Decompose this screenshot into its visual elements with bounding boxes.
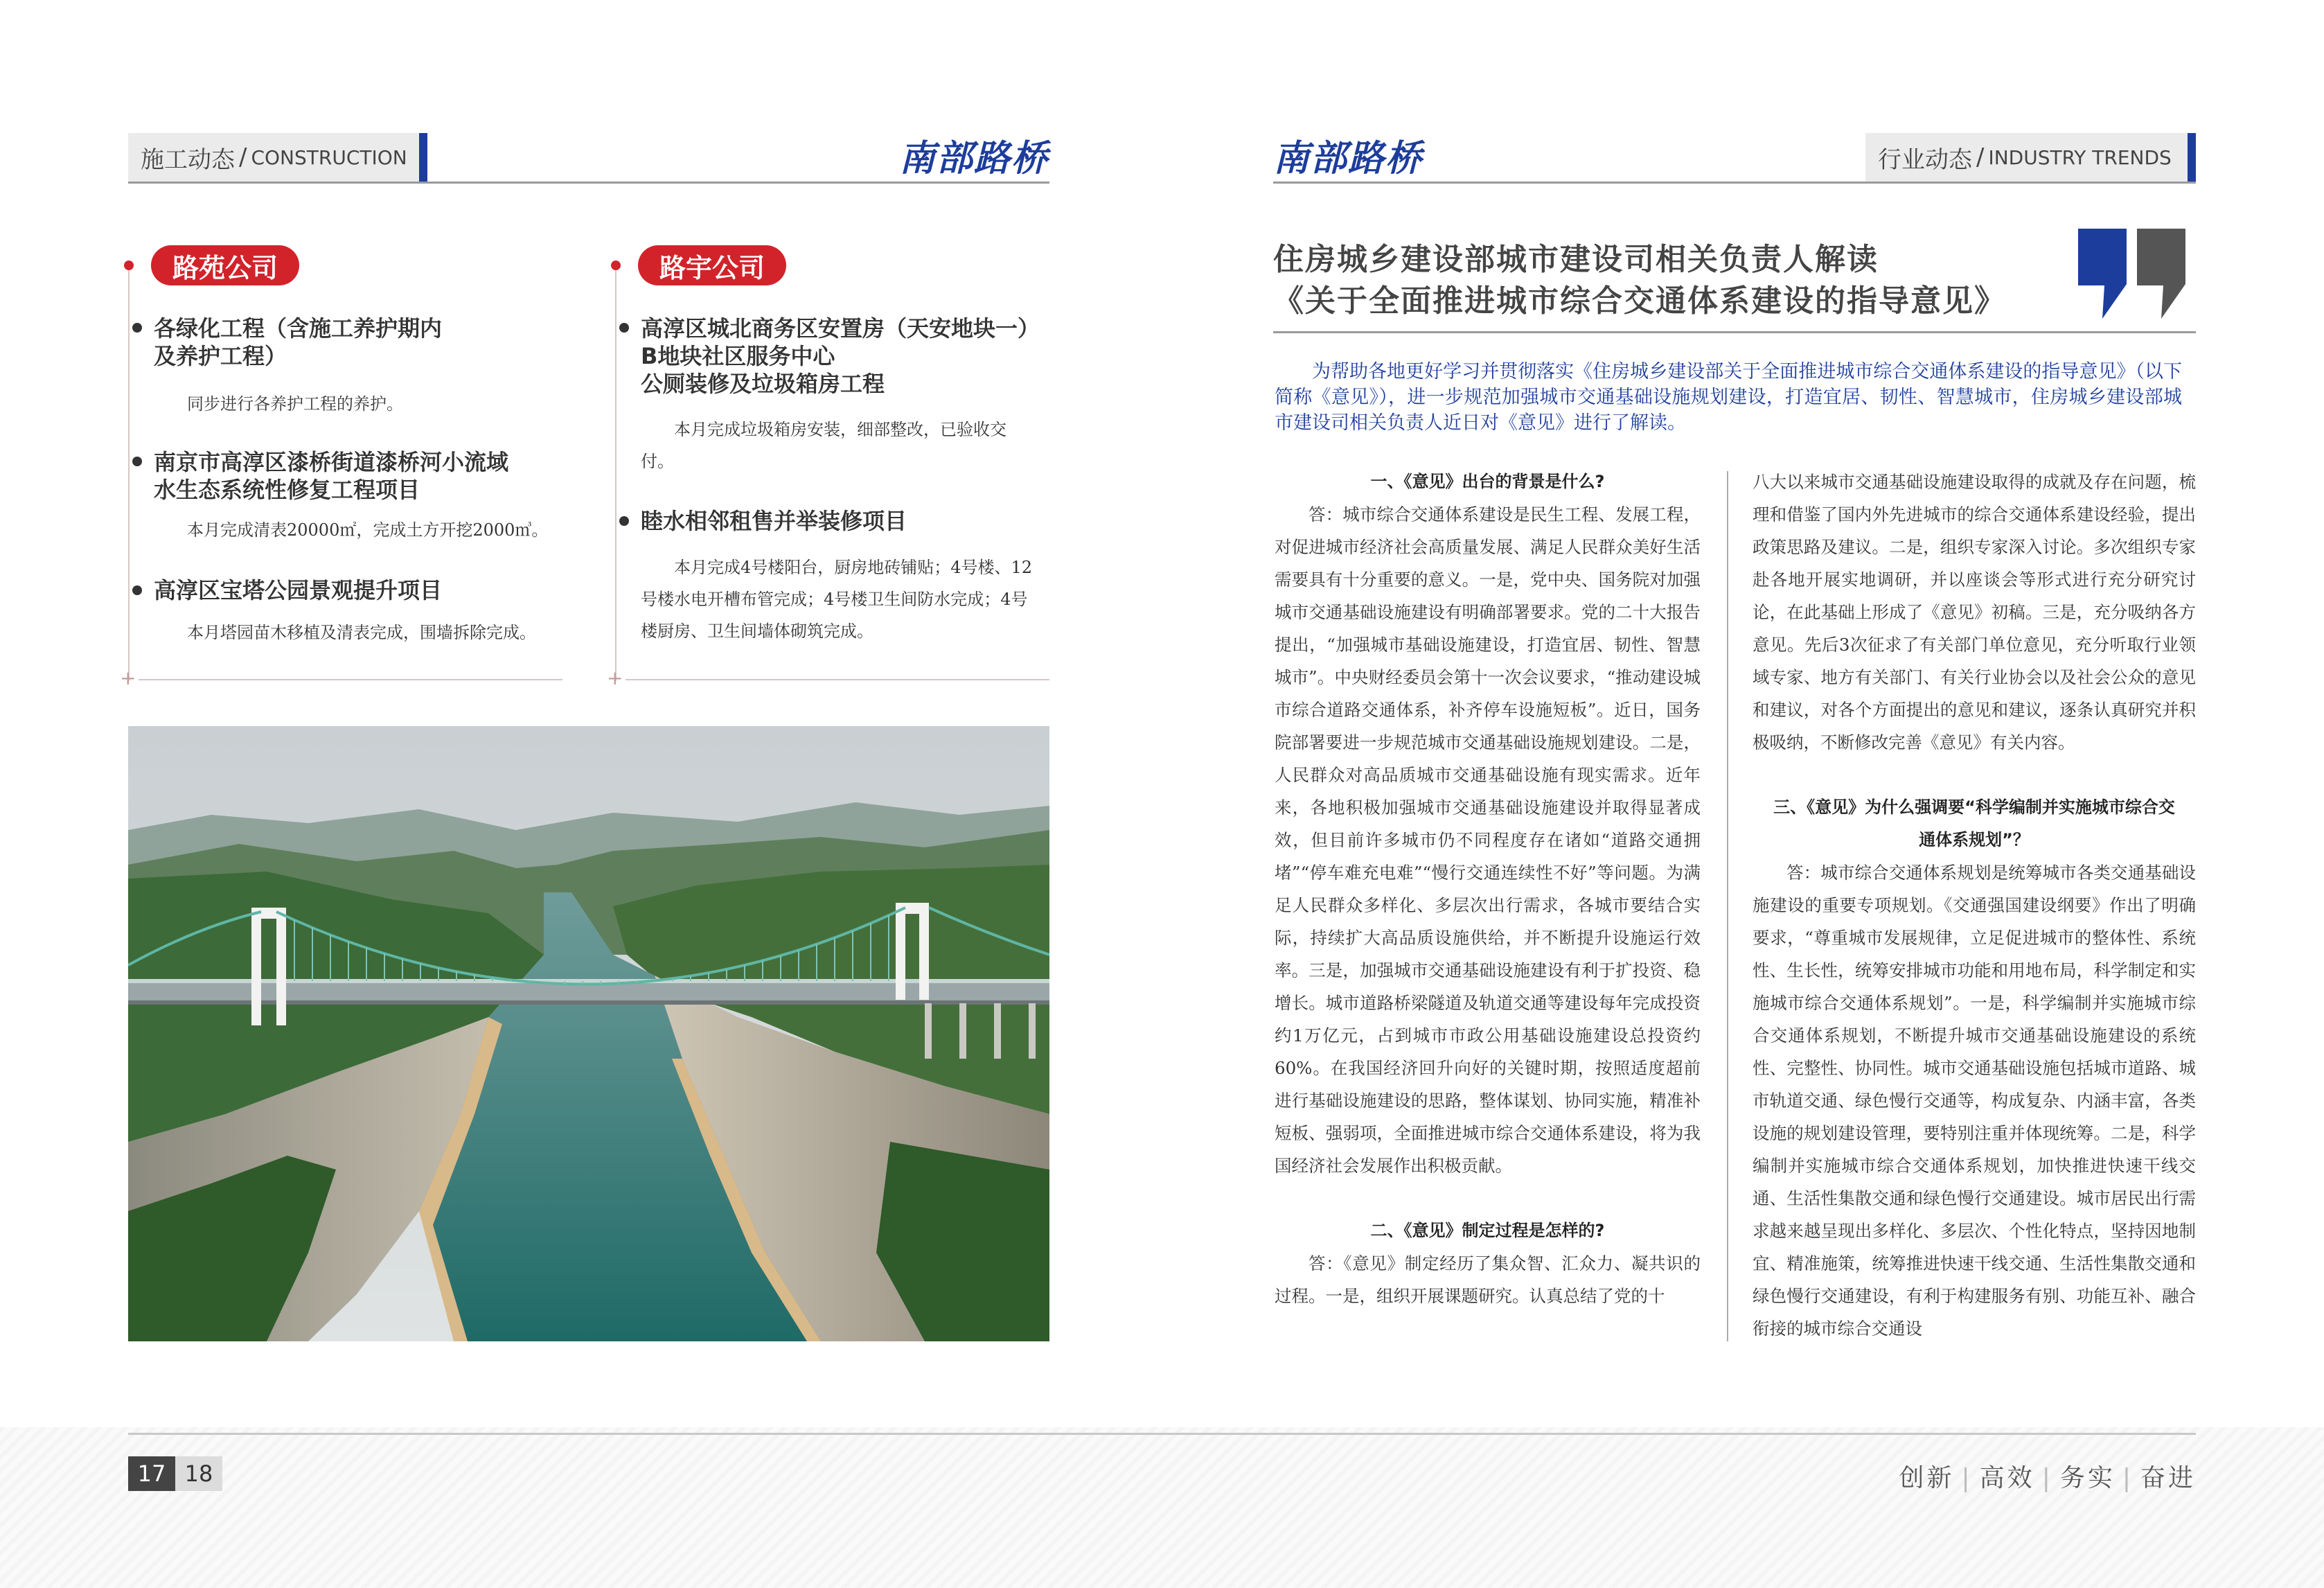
article-column-1 [1275, 466, 1701, 1312]
article-intro: 为帮助各地更好学习并贯彻落实《住房城乡建设部关于全面推进城市综合交通体系建设的指导意见》（以下简称《意见》），进一步规范加强城市交通基础设施规划建设，打造宜居、韧性、智慧城市，住房城乡建设部城市建设司相关负责人近日对《意见》进行了解读。 [1275, 361, 2183, 434]
title-rule [1273, 331, 2196, 333]
article-title-line2: 《关于全面推进城市综合交通体系建设的指导意见》 [1273, 283, 2006, 319]
page-number-left: 17 [128, 1456, 175, 1491]
quote-mark-icon [2071, 229, 2196, 328]
header-rule [1273, 182, 2196, 184]
timeline-line [128, 267, 130, 681]
section-title-cn: 行业动态 [1878, 145, 1972, 174]
article-column-2 [1753, 466, 2196, 1345]
paragraph: 答：城市综合交通体系建设是民生工程、发展工程，对促进城市经济社会高质量发展、满足人民群众美好生活需要具有十分重要的意义。一是，党中央、国务院对加强城市交通基础设施建设有明确部署要求。党的二十大报告提出，“加强城市基础设施建设，打造宜居、韧性、智慧城市”。中央财经委员会第十一次会议要求，“推动建设城市综合道路交通体系，补齐停车设施短板”。近日，国务院部署要进一步规范城市交通基础设施规划建设。二是，人民群众对高品质城市交通基础设施有现实需求。近年来，各地积极加强城市交通基础设施建设并取得显著成效，但目前许多城市仍不同程度存在诸如“道路交通拥堵”“停车难充电难”“慢行交通连续性不好”等问题。为满足人民群众多样化、多层次出行需求，各城市要结合实际，持续扩大高品质设施供给，并不断提升设施运行效率。三是，加强城市交通基础设施建设有利于扩投资、稳增长。城市道路桥梁隧道及轨道交通等建设每年完成投资约1万亿元，占到城市市政公用基础设施建设总投资约60%。在我国经济回升向好的关键时期，按照适度超前进行基础设施建设的思路，整体谋划、协同实施，精准补短板、强弱项，全面推进城市综合交通体系建设，将为我国经济社会发展作出积极贡献。 [1275, 504, 1701, 1176]
section-title-en: INDUSTRY TRENDS [1988, 145, 2172, 169]
project-title: 各绿化工程（含施工养护期内 及养护工程） [154, 315, 443, 369]
divider [139, 679, 562, 680]
timeline-dot [611, 261, 621, 270]
section-heading: 二、《意见》制定过程是怎样的? [1370, 1221, 1605, 1240]
brand-logo: 南部路桥 [1273, 137, 1423, 179]
bullet-icon [132, 585, 142, 595]
project-desc: 本月完成4号楼阳台，厨房地砖铺贴；4号楼、12 号楼水电开槽布管完成；4号楼卫生间防水完成；4号 楼厨房、卫生间墙体砌筑完成。 [641, 558, 1033, 641]
paragraph: 答：城市综合交通体系规划是统筹城市各类交通基础设施建设的重要专项规划。《交通强国建设纲要》作出了明确要求，“尊重城市发展规律，立足促进城市的整体性、系统性、生长性，统筹安排城市功能和用地布局，科学制定和实施城市综合交通体系规划”。一是，科学编制并实施城市综合交通体系规划，不断提升城市交通基础设施建设的系统性、完整性、协同性。城市交通基础设施包括城市道路、城市轨道交通、绿色慢行交通等，构成复杂、内涵丰富，各类设施的规划建设管理，要特别注重并体现统筹。二是，科学编制并实施城市综合交通体系规划，加快推进快速干线交通、生活性集散交通和绿色慢行交通建设。城市居民出行需求越来越呈现出多样化、多层次、个性化特点，坚持因地制宜、精准施策，统筹推进快速干线交通、生活性集散交通和绿色慢行交通建设，有利于构建服务有别、功能互补、融合衔接的城市综合交通设 [1753, 863, 2196, 1339]
project-desc: 本月塔园苗木移植及清表完成，围墙拆除完成。 [187, 623, 536, 642]
column-divider [1727, 471, 1728, 1341]
motto: 创新 | 高效 | 务实 | 奋进 [1899, 1464, 2196, 1492]
header-rule [128, 182, 1049, 184]
page-number-right: 18 [175, 1456, 222, 1491]
brand-logo: 南部路桥 [899, 137, 1049, 179]
project-desc: 同步进行各养护工程的养护。 [187, 394, 403, 414]
project-title: 睦水相邻租售并举装修项目 [641, 508, 907, 534]
timeline-dot [124, 261, 134, 270]
bridge-gorge-photo [128, 726, 1049, 1341]
section-tab-industry-trends: 行业动态 / INDUSTRY TRENDS [1865, 133, 2196, 182]
paragraph: 八大以来城市交通基础设施建设取得的成就及存在问题，梳理和借鉴了国内外先进城市的综合交通体系建设经验，提出政策思路及建议。二是，组织专家深入讨论。多次组织专家赴各地开展实地调研，并以座谈会等形式进行充分研究讨论，在此基础上形成了《意见》初稿。三是，充分吸纳各方意见。先后3次征求了有关部门单位意见，充分听取行业领域专家、地方有关部门、有关行业协会以及社会公众的意见和建议，对各个方面提出的意见和建议，逐条认真研究并积极吸纳，不断修改完善《意见》有关内容。 [1753, 472, 2196, 752]
project-title: 高淳区城北商务区安置房（天安地块一） B地块社区服务中心 公厕装修及垃圾箱房工程 [641, 315, 1040, 397]
plus-mark: + [607, 667, 623, 689]
footer-rule [128, 1433, 2196, 1435]
section-heading: 三、《意见》为什么强调要“科学编制并实施城市综合交 通体系规划”？ [1773, 797, 2175, 849]
project-title: 高淳区宝塔公园景观提升项目 [154, 577, 443, 603]
company-badge: 路苑公司 [151, 245, 299, 285]
article-title-line1: 住房城乡建设部城市建设司相关负责人解读 [1273, 242, 1879, 277]
footer-band [0, 1427, 2324, 1588]
project-desc: 本月完成清表20000㎡，完成土方开挖2000㎥。 [187, 520, 549, 540]
bullet-icon [619, 516, 629, 526]
timeline-line [615, 267, 617, 681]
plus-mark: + [120, 667, 136, 689]
divider [626, 679, 1049, 680]
section-title-cn: 施工动态 [141, 145, 235, 174]
project-title: 南京市高淳区漆桥街道漆桥河小流域 水生态系统性修复工程项目 [154, 449, 509, 503]
project-desc: 本月完成垃圾箱房安装，细部整改，已验收交 付。 [641, 420, 1006, 471]
bullet-icon [132, 457, 142, 466]
section-title-en: CONSTRUCTION [251, 145, 407, 169]
section-tab-construction: 施工动态 / CONSTRUCTION [128, 133, 427, 182]
bullet-icon [619, 323, 629, 333]
company-badge: 路宇公司 [638, 245, 786, 285]
bullet-icon [132, 323, 142, 333]
section-heading: 一、《意见》出台的背景是什么? [1370, 472, 1605, 491]
paragraph: 答：《意见》制定经历了集众智、汇众力、凝共识的过程。一是，组织开展课题研究。认真总结了党的十 [1275, 1253, 1701, 1306]
